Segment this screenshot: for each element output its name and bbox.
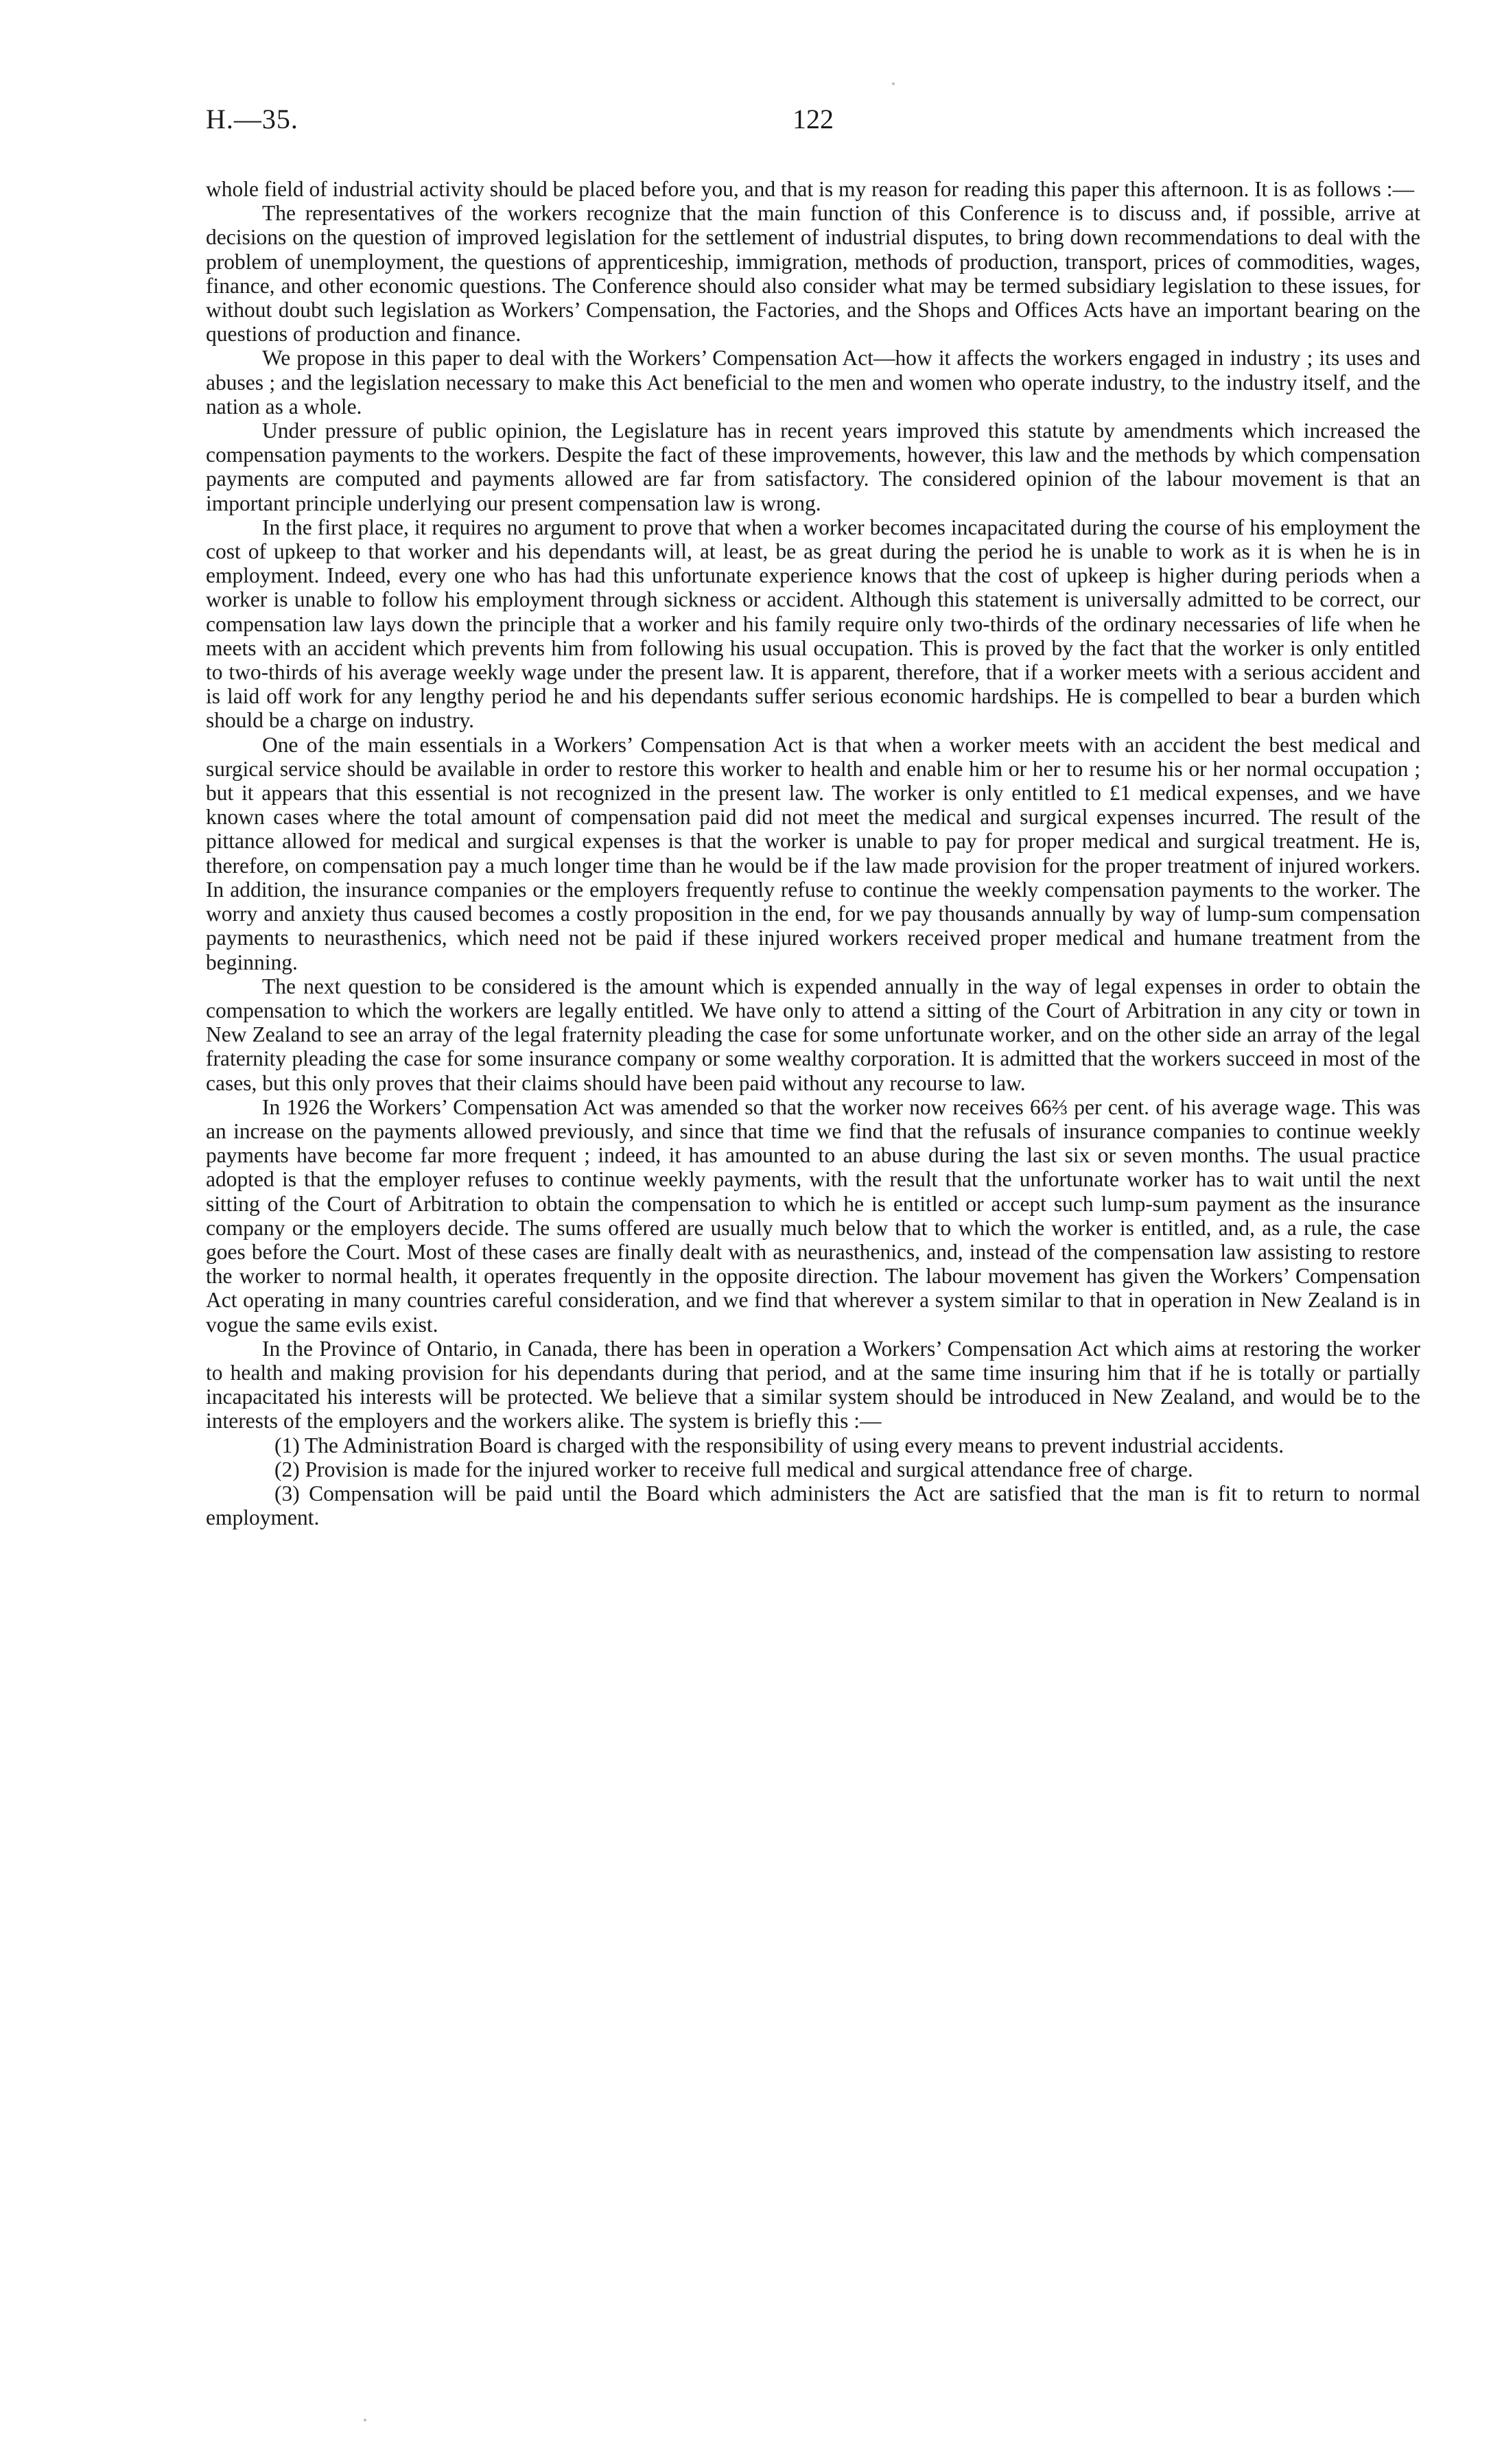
page-header (206, 103, 1420, 144)
paragraph-1926-amendment: In 1926 the Workers’ Compensation Act was amended so that the worker now receives 66⅔ per cent. of his average wage. This was an increase on the payments allowed previously, and since that time we find that the refusals of insurance companies to continue weekly payments have become far more frequent ; indeed, it has amounted to an abuse during the last six or seven months. The usual practice adopted is that the employer refuses to continue weekly payments, with the result that the unfortunate worker has to wait until the next sitting of the Court of Arbitration to obtain the compensation to which he is entitled or accept such lump-sum payment as the insurance company or the employers decide. The sums offered are usually much below that to which the worker is entitled, and, as a rule, the case goes before the Court. Most of these cases are finally dealt with as neurasthenics, and, instead of the compensation law assisting to restore the worker to normal health, it operates frequently in the opposite direction. The labour movement has given the Workers’ Compensation Act operating in many countries careful consideration, and we find that wherever a system similar to that in operation in New Zealand is in vogue the same evils exist. (206, 1094, 1420, 1337)
paragraph-conference-function: The representatives of the workers recognize that the main function of this Conference is to discuss and, if possible, arrive at decisions on the question of improved legislation for the settlement of industrial disputes, to bring down recommendations to deal with the problem of unemployment, the questions of apprenticeship, immigration, methods of production, transport, prices of commodities, wages, finance, and other economic questions. The Conference should also consider what may be termed subsidiary legislation to these issues, for without doubt such legislation as Workers’ Compensation, the Factories, and the Shops and Offices Acts have an important bearing on the questions of production and finance. (206, 201, 1420, 347)
paragraph-medical-service: One of the main essentials in a Workers’ Compensation Act is that when a worker meets with an accident the best medical and surgical service should be available in order to restore this worker to health and enable him or her to resume his or her normal occupation ; but it appears that this essential is not recognized in the present law. The worker is only entitled to £1 medical expenses, and we have known cases where the total amount of compensation paid did not meet the medical and surgical expenses incurred. The result of the pittance allowed for medical and surgical expenses is that the worker is unable to pay for proper medical and surgical treatment. He is, therefore, on compensation pay a much longer time than he would be if the law made provision for the proper treatment of injured workers. In addition, the insurance companies or the employers frequently refuse to continue the weekly compensation payments to the worker. The worry and anxiety thus caused becomes a costly proposition in the end, for we pay thousands annually by way of lump-sum compensation payments to neurasthenics, which need not be paid if these injured workers received proper medical and humane treatment from the beginning. (206, 732, 1420, 974)
paragraph-paper-purpose: We propose in this paper to deal with the Workers’ Compensation Act—how it affects the workers engaged in industry ; its uses and abuses ; and the legislation necessary to make this Act beneficial to the men and women who operate industry, to the industry itself, and the nation as a whole. (206, 346, 1420, 419)
paragraph-ontario-system: In the Province of Ontario, in Canada, there has been in operation a Workers’ Compensation Act which aims at restoring the worker to health and making provision for his dependants during that period, and at the same time insuring him that if he is totally or partially incapacitated his interests will be protected. We believe that a similar system should be introduced in New Zealand, and would be to the interests of the employers and the workers alike. The system is briefly this :— (206, 1336, 1420, 1433)
page-number: 122 (793, 104, 834, 134)
list-item-2: (2) Provision is made for the injured worker to receive full medical and surgical attendance free of charge. (274, 1457, 1193, 1481)
body-text (206, 177, 1420, 1529)
scan-speck (892, 82, 895, 85)
paragraph-continued: whole field of industrial activity should be placed before you, and that is my reason for reading this paper this afternoon. It is as follows :— (206, 177, 1414, 201)
paragraph-legal-expenses: The next question to be considered is the amount which is expended annually in the way of legal expenses in order to obtain the compensation to which the workers are legally entitled. We have only to attend a sitting of the Court of Arbitration in any city or town in New Zealand to see an array of the legal fraternity pleading the case for some unfortunate worker, and on the other side an array of the legal fraternity pleading the case for some insurance company or some wealthy corporation. It is admitted that the workers succeed in most of the cases, but this only proves that their claims should have been paid without any recourse to law. (206, 974, 1420, 1095)
document-reference: H.—35. (206, 104, 298, 134)
paragraph-cost-of-upkeep: In the first place, it requires no argument to prove that when a worker becomes incapacitated during the course of his employment the cost of upkeep to that worker and his dependants will, at least, be as great during the period he is unable to work as it is when he is in employment. Indeed, every one who has had this unfortunate experience knows that the cost of upkeep is higher during periods when a worker is unable to follow his employment through sickness or accident. Although this statement is universally admitted to be correct, our compensation law lays down the principle that a worker and his family require only two-thirds of the ordinary necessaries of life when he meets with an accident which prevents him from following his usual occupation. This is proved by the fact that the worker is only entitled to two-thirds of his average weekly wage under the present law. It is apparent, therefore, that if a worker meets with a serious accident and is laid off work for any lengthy period he and his dependants suffer serious economic hardships. He is compelled to bear a burden which should be a charge on industry. (206, 515, 1420, 733)
list-item-1: (1) The Administration Board is charged with the responsibility of using every means to prevent industrial accidents. (274, 1433, 1284, 1457)
scan-speck (364, 2419, 366, 2421)
list-item-3: (3) Compensation will be paid until the Board which administers the Act are satisfied that the man is fit to return to normal employment. (206, 1481, 1420, 1530)
paragraph-legislature-amendments: Under pressure of public opinion, the Legislature has in recent years improved this statute by amendments which increased the compensation payments to the workers. Despite the fact of these improvements, however, this law and the methods by which compensation payments are computed and payments allowed are far from satisfactory. The considered opinion of the labour movement is that an important principle underlying our present compensation law is wrong. (206, 419, 1420, 515)
